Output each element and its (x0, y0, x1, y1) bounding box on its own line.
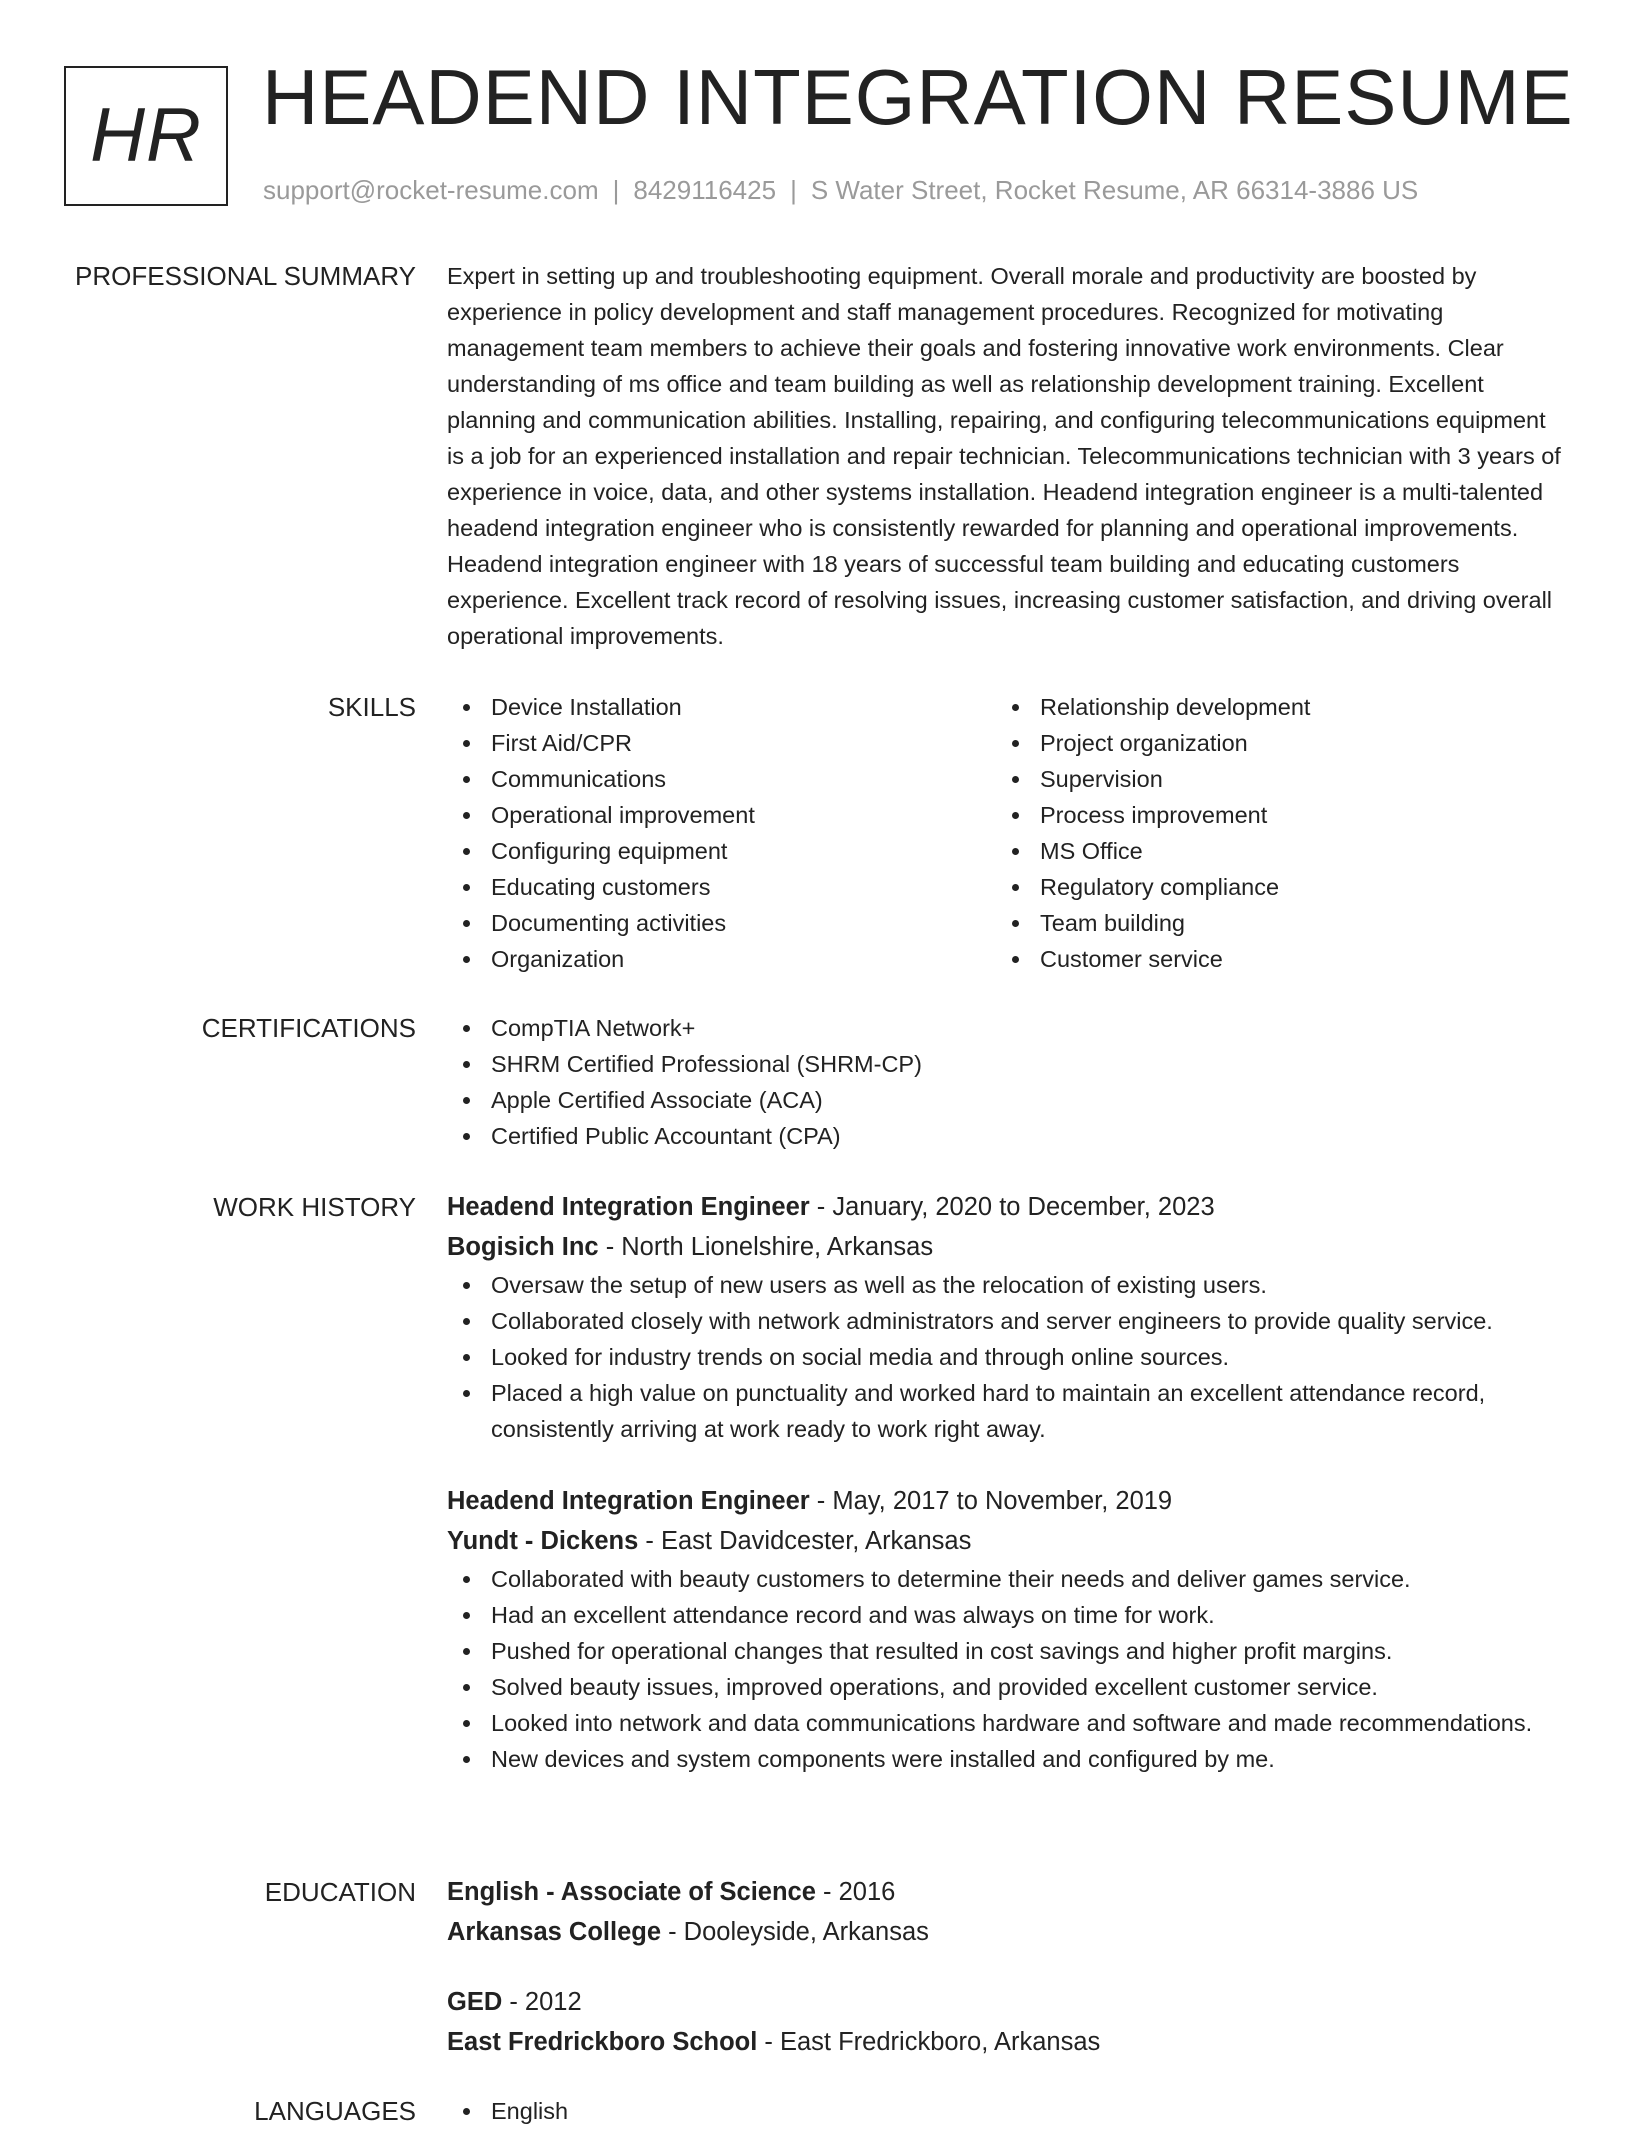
job-duty-item: Collaborated closely with network administrators and server engineers to provide quality service. (447, 1303, 1567, 1339)
education-degree: English - Associate of Science (447, 1878, 816, 1906)
skill-item: Configuring equipment (447, 833, 996, 869)
section-body (447, 258, 1567, 654)
section-body (447, 1187, 1567, 1777)
skill-item: Supervision (996, 761, 1545, 797)
job-duty-item: Solved beauty issues, improved operations, and provided excellent customer service. (447, 1669, 1567, 1705)
job-duty-item: Had an excellent attendance record and was always on time for work. (447, 1597, 1567, 1633)
skill-item: First Aid/CPR (447, 725, 996, 761)
skill-item: MS Office (996, 833, 1545, 869)
skill-item: Educating customers (447, 869, 996, 905)
education-school: Arkansas College (447, 1918, 662, 1946)
education-location: - Dooleyside, Arkansas (661, 1918, 929, 1946)
summary-text: Expert in setting up and troubleshooting equipment. Overall morale and productivity are boosted by experience in policy development and staff management procedures. Recognized for motivating management team members to achieve their goals and fostering innovative work environments. Clear understanding of ms office and team building as well as relationship development training. Excellent planning and communication abilities. Installing, repairing, and configuring telecommunications equipment is a job for an experienced installation and repair technician. Telecommunications technician with 3 years of experience in voice, data, and other systems installation. Headend integration engineer is a multi-talented headend integration engineer who is consistently rewarded for planning and operational improvements. Headend integration engineer with 18 years of successful team building and educating customers experience. Excellent track record of resolving issues, increasing customer satisfaction, and driving overall operational improvements. (447, 263, 1561, 649)
job-duty-item: Looked for industry trends on social media and through online sources. (447, 1339, 1567, 1375)
skill-item: Project organization (996, 725, 1545, 761)
job-dates: - May, 2017 to November, 2019 (809, 1487, 1173, 1515)
skill-item: Device Installation (447, 689, 996, 725)
skill-item: Relationship development (996, 689, 1545, 725)
contact-line (263, 175, 1418, 206)
education-school-line (447, 2022, 1567, 2062)
job-duty-item: Pushed for operational changes that resulted in cost savings and higher profit margins. (447, 1633, 1567, 1669)
education-location: - East Fredrickboro, Arkansas (757, 2028, 1101, 2056)
job-title-line (447, 1187, 1567, 1227)
job-entry (447, 1187, 1567, 1447)
contact-email[interactable]: support@rocket-resume.com (263, 175, 599, 205)
contact-separator: | (612, 175, 620, 205)
skill-item: Customer service (996, 941, 1545, 977)
language-item: English (447, 2093, 1567, 2129)
job-duty-item: Collaborated with beauty customers to determine their needs and deliver games service. (447, 1561, 1567, 1597)
job-duty-item: New devices and system components were installed and configured by me. (447, 1741, 1567, 1777)
monogram-box (64, 66, 228, 206)
education-degree: GED (447, 1988, 503, 2016)
section-body (447, 2093, 1567, 2129)
certification-item: SHRM Certified Professional (SHRM-CP) (447, 1046, 1567, 1082)
job-company: Bogisich Inc (447, 1233, 599, 1261)
education-degree-line (447, 1872, 1567, 1912)
job-duties-list (447, 1561, 1567, 1777)
skill-item: Operational improvement (447, 797, 996, 833)
contact-separator: | (790, 175, 797, 205)
section-label: LANGUAGES (254, 2096, 416, 2126)
skill-item: Process improvement (996, 797, 1545, 833)
certification-item: CompTIA Network+ (447, 1010, 1567, 1046)
job-company-line (447, 1521, 1567, 1561)
certifications-list (447, 1010, 1567, 1154)
job-entry (447, 1481, 1567, 1777)
certification-item: Certified Public Accountant (CPA) (447, 1118, 1567, 1154)
job-duty-item: Placed a high value on punctuality and worked hard to maintain an excellent attendance record, consistently arriving at work ready to work right away. (447, 1375, 1567, 1447)
education-degree-line (447, 1982, 1567, 2022)
education-school-line (447, 1912, 1567, 1952)
job-company-line (447, 1227, 1567, 1267)
contact-address: S Water Street, Rocket Resume, AR 66314-3886 US (810, 175, 1419, 205)
skill-item: Organization (447, 941, 996, 977)
job-title: Headend Integration Engineer (447, 1193, 810, 1221)
education-entry (447, 1872, 1567, 1952)
monogram-initials: HR (90, 93, 202, 178)
job-company: Yundt - Dickens (447, 1527, 639, 1555)
job-duties-list (447, 1267, 1567, 1447)
section-label: CERTIFICATIONS (201, 1013, 416, 1043)
skills-list-left (447, 689, 996, 977)
section-label: WORK HISTORY (213, 1192, 416, 1222)
skills-columns (447, 689, 1567, 977)
languages-list (447, 2093, 1567, 2129)
skills-list-right (996, 689, 1545, 977)
job-location: - North Lionelshire, Arkansas (598, 1233, 934, 1261)
section-label: PROFESSIONAL SUMMARY (75, 261, 416, 291)
section-label: SKILLS (327, 692, 416, 722)
certification-item: Apple Certified Associate (ACA) (447, 1082, 1567, 1118)
skill-item: Regulatory compliance (996, 869, 1545, 905)
education-entry (447, 1982, 1567, 2062)
job-duty-item: Oversaw the setup of new users as well as the relocation of existing users. (447, 1267, 1567, 1303)
resume-title: HEADEND INTEGRATION RESUME (262, 53, 1574, 141)
job-duty-item: Looked into network and data communications hardware and software and made recommendations. (447, 1705, 1567, 1741)
job-dates: - January, 2020 to December, 2023 (809, 1193, 1215, 1221)
job-location: - East Davidcester, Arkansas (638, 1527, 972, 1555)
education-year: - 2012 (502, 1988, 582, 2016)
job-title: Headend Integration Engineer (447, 1487, 810, 1515)
contact-phone[interactable]: 8429116425 (633, 175, 777, 205)
skill-item: Documenting activities (447, 905, 996, 941)
education-year: - 2016 (815, 1878, 896, 1906)
section-body (447, 1010, 1567, 1154)
education-school: East Fredrickboro School (447, 2028, 758, 2056)
section-body (447, 1872, 1567, 2062)
skill-item: Team building (996, 905, 1545, 941)
section-label: EDUCATION (264, 1877, 416, 1907)
skill-item: Communications (447, 761, 996, 797)
job-title-line (447, 1481, 1567, 1521)
